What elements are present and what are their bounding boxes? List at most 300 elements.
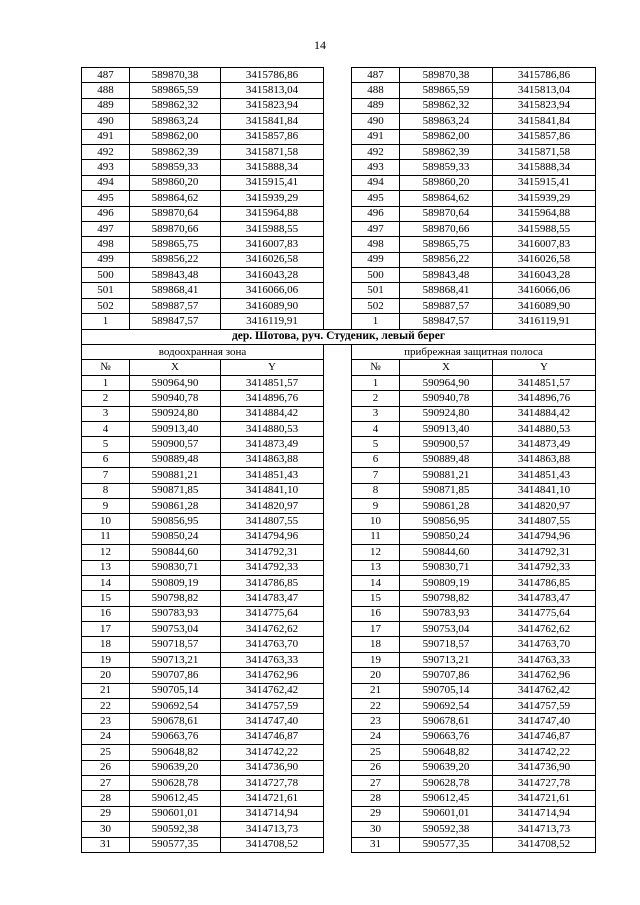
right-header-number: №	[352, 360, 400, 375]
column-gap	[324, 345, 352, 360]
column-gap	[324, 560, 352, 575]
left-number-cell: 18	[82, 637, 130, 652]
left-y-cell: 3414714,94	[221, 806, 324, 821]
table-row	[82, 622, 596, 637]
left-x-cell: 589870,38	[130, 68, 221, 83]
right-number-cell: 25	[352, 745, 400, 760]
right-x-cell: 590705,14	[400, 683, 493, 698]
left-x-cell: 589859,33	[130, 160, 221, 175]
column-gap	[324, 191, 352, 206]
left-y-cell: 3416043,28	[221, 268, 324, 283]
right-header-y: Y	[493, 360, 596, 375]
column-gap	[324, 637, 352, 652]
left-number-cell: 1	[82, 375, 130, 390]
table-row	[82, 406, 596, 421]
column-gap	[324, 68, 352, 83]
table-row	[82, 206, 596, 221]
left-x-cell: 590913,40	[130, 421, 221, 436]
table-row	[82, 837, 596, 852]
right-number-cell: 8	[352, 483, 400, 498]
table-row	[82, 806, 596, 821]
right-x-cell: 589860,20	[400, 175, 493, 190]
left-number-cell: 6	[82, 452, 130, 467]
left-number-cell: 1	[82, 314, 130, 329]
column-gap	[324, 83, 352, 98]
left-x-cell: 589870,64	[130, 206, 221, 221]
column-gap	[324, 529, 352, 544]
right-number-cell: 19	[352, 652, 400, 667]
column-gap	[324, 452, 352, 467]
right-x-cell: 590850,24	[400, 529, 493, 544]
right-x-cell: 590663,76	[400, 729, 493, 744]
section-header	[82, 329, 596, 375]
right-x-cell: 590798,82	[400, 591, 493, 606]
left-number-cell: 7	[82, 468, 130, 483]
right-number-cell: 10	[352, 514, 400, 529]
left-y-cell: 3415857,86	[221, 129, 324, 144]
right-y-cell: 3414746,87	[493, 729, 596, 744]
right-y-cell: 3414714,94	[493, 806, 596, 821]
right-x-cell: 589843,48	[400, 268, 493, 283]
right-number-cell: 24	[352, 729, 400, 744]
right-x-cell: 589887,57	[400, 298, 493, 313]
left-number-cell: 27	[82, 775, 130, 790]
right-x-cell: 590830,71	[400, 560, 493, 575]
left-y-cell: 3414736,90	[221, 760, 324, 775]
left-y-cell: 3416066,06	[221, 283, 324, 298]
table-row	[82, 637, 596, 652]
right-x-cell: 590900,57	[400, 437, 493, 452]
left-number-cell: 12	[82, 545, 130, 560]
column-gap	[324, 160, 352, 175]
left-x-cell: 589868,41	[130, 283, 221, 298]
column-gap	[324, 514, 352, 529]
left-y-cell: 3414762,62	[221, 622, 324, 637]
right-y-cell: 3414713,73	[493, 822, 596, 837]
left-number-cell: 15	[82, 591, 130, 606]
column-gap	[324, 314, 352, 329]
top-rows	[82, 68, 596, 330]
right-y-cell: 3414762,62	[493, 622, 596, 637]
right-y-cell: 3416026,58	[493, 252, 596, 267]
left-number-cell: 11	[82, 529, 130, 544]
right-x-cell: 590592,38	[400, 822, 493, 837]
left-header-x: X	[130, 360, 221, 375]
left-number-cell: 496	[82, 206, 130, 221]
table-row	[82, 129, 596, 144]
right-number-cell: 31	[352, 837, 400, 852]
column-gap	[324, 591, 352, 606]
left-number-cell: 2	[82, 391, 130, 406]
left-y-cell: 3414762,96	[221, 668, 324, 683]
right-y-cell: 3416119,91	[493, 314, 596, 329]
right-number-cell: 500	[352, 268, 400, 283]
left-y-cell: 3416007,83	[221, 237, 324, 252]
right-x-cell: 589859,33	[400, 160, 493, 175]
column-gap	[324, 421, 352, 436]
left-number-cell: 16	[82, 606, 130, 621]
column-gap	[324, 221, 352, 236]
left-x-cell: 589865,59	[130, 83, 221, 98]
left-x-cell: 589860,20	[130, 175, 221, 190]
right-number-cell: 495	[352, 191, 400, 206]
table-row	[82, 221, 596, 236]
column-gap	[324, 683, 352, 698]
left-y-cell: 3414757,59	[221, 699, 324, 714]
page-number: 14	[314, 38, 326, 52]
left-x-cell: 589870,66	[130, 221, 221, 236]
right-number-cell: 29	[352, 806, 400, 821]
right-x-cell: 590844,60	[400, 545, 493, 560]
left-y-cell: 3414742,22	[221, 745, 324, 760]
right-x-cell: 590871,85	[400, 483, 493, 498]
right-y-cell: 3414841,10	[493, 483, 596, 498]
left-y-cell: 3414747,40	[221, 714, 324, 729]
zone-row	[82, 345, 596, 360]
table-row	[82, 822, 596, 837]
left-x-cell: 589863,24	[130, 114, 221, 129]
right-zone-title: прибрежная защитная полоса	[352, 345, 596, 360]
left-number-cell: 502	[82, 298, 130, 313]
table-row	[82, 114, 596, 129]
right-x-cell: 589862,39	[400, 144, 493, 159]
left-y-cell: 3414762,42	[221, 683, 324, 698]
right-y-cell: 3414880,53	[493, 421, 596, 436]
left-x-cell: 590940,78	[130, 391, 221, 406]
table-row	[82, 760, 596, 775]
left-x-cell: 590663,76	[130, 729, 221, 744]
right-number-cell: 28	[352, 791, 400, 806]
left-number-cell: 29	[82, 806, 130, 821]
right-x-cell: 590753,04	[400, 622, 493, 637]
left-header-number: №	[82, 360, 130, 375]
left-y-cell: 3414763,33	[221, 652, 324, 667]
column-gap	[324, 252, 352, 267]
table-row	[82, 575, 596, 590]
left-y-cell: 3414746,87	[221, 729, 324, 744]
right-number-cell: 18	[352, 637, 400, 652]
left-y-cell: 3414884,42	[221, 406, 324, 421]
left-y-cell: 3415888,34	[221, 160, 324, 175]
column-gap	[324, 391, 352, 406]
left-y-cell: 3415988,55	[221, 221, 324, 236]
left-x-cell: 590592,38	[130, 822, 221, 837]
table-row	[82, 144, 596, 159]
left-x-cell: 590830,71	[130, 560, 221, 575]
right-x-cell: 589865,75	[400, 237, 493, 252]
right-number-cell: 497	[352, 221, 400, 236]
right-number-cell: 498	[352, 237, 400, 252]
table-row	[82, 498, 596, 513]
left-number-cell: 490	[82, 114, 130, 129]
right-y-cell: 3414763,33	[493, 652, 596, 667]
left-number-cell: 488	[82, 83, 130, 98]
table-row	[82, 252, 596, 267]
right-y-cell: 3414721,61	[493, 791, 596, 806]
left-x-cell: 589843,48	[130, 268, 221, 283]
left-number-cell: 497	[82, 221, 130, 236]
right-number-cell: 494	[352, 175, 400, 190]
left-y-cell: 3414794,96	[221, 529, 324, 544]
left-x-cell: 590639,20	[130, 760, 221, 775]
left-x-cell: 590692,54	[130, 699, 221, 714]
right-y-cell: 3415871,58	[493, 144, 596, 159]
right-x-cell: 590913,40	[400, 421, 493, 436]
left-x-cell: 590850,24	[130, 529, 221, 544]
right-y-cell: 3415915,41	[493, 175, 596, 190]
left-x-cell: 590798,82	[130, 591, 221, 606]
left-x-cell: 590924,80	[130, 406, 221, 421]
left-number-cell: 487	[82, 68, 130, 83]
table-row	[82, 483, 596, 498]
right-x-cell: 590612,45	[400, 791, 493, 806]
table-row	[82, 314, 596, 329]
right-number-cell: 493	[352, 160, 400, 175]
column-gap	[324, 98, 352, 113]
right-number-cell: 5	[352, 437, 400, 452]
right-x-cell: 589862,32	[400, 98, 493, 113]
table-row	[82, 175, 596, 190]
right-x-cell: 590809,19	[400, 575, 493, 590]
table-row	[82, 83, 596, 98]
left-y-cell: 3414786,85	[221, 575, 324, 590]
right-y-cell: 3416089,90	[493, 298, 596, 313]
table-row	[82, 699, 596, 714]
left-y-cell: 3414763,70	[221, 637, 324, 652]
left-x-cell: 590713,21	[130, 652, 221, 667]
column-gap	[324, 406, 352, 421]
right-x-cell: 590601,01	[400, 806, 493, 821]
left-y-cell: 3414896,76	[221, 391, 324, 406]
right-y-cell: 3415939,29	[493, 191, 596, 206]
table-row	[82, 283, 596, 298]
right-x-cell: 589863,24	[400, 114, 493, 129]
left-y-cell: 3414873,49	[221, 437, 324, 452]
right-number-cell: 12	[352, 545, 400, 560]
right-number-cell: 487	[352, 68, 400, 83]
column-gap	[324, 483, 352, 498]
column-gap	[324, 606, 352, 621]
left-y-cell: 3414851,57	[221, 375, 324, 390]
left-x-cell: 590678,61	[130, 714, 221, 729]
left-x-cell: 590871,85	[130, 483, 221, 498]
right-y-cell: 3414727,78	[493, 775, 596, 790]
left-y-cell: 3415871,58	[221, 144, 324, 159]
left-number-cell: 492	[82, 144, 130, 159]
column-gap	[324, 806, 352, 821]
right-number-cell: 496	[352, 206, 400, 221]
left-number-cell: 28	[82, 791, 130, 806]
column-gap	[324, 837, 352, 852]
right-y-cell: 3414708,52	[493, 837, 596, 852]
right-x-cell: 590628,78	[400, 775, 493, 790]
table-row	[82, 298, 596, 313]
right-x-cell: 589862,00	[400, 129, 493, 144]
left-y-cell: 3415786,86	[221, 68, 324, 83]
right-y-cell: 3415964,88	[493, 206, 596, 221]
table-row	[82, 160, 596, 175]
right-y-cell: 3414820,97	[493, 498, 596, 513]
right-y-cell: 3414794,96	[493, 529, 596, 544]
right-x-cell: 590648,82	[400, 745, 493, 760]
left-number-cell: 13	[82, 560, 130, 575]
left-y-cell: 3414721,61	[221, 791, 324, 806]
right-x-cell: 589856,22	[400, 252, 493, 267]
left-number-cell: 501	[82, 283, 130, 298]
table-row	[82, 775, 596, 790]
column-gap	[324, 375, 352, 390]
right-y-cell: 3415988,55	[493, 221, 596, 236]
left-x-cell: 590707,86	[130, 668, 221, 683]
left-x-cell: 590889,48	[130, 452, 221, 467]
right-y-cell: 3414763,70	[493, 637, 596, 652]
left-x-cell: 589862,39	[130, 144, 221, 159]
left-x-cell: 590900,57	[130, 437, 221, 452]
right-y-cell: 3416007,83	[493, 237, 596, 252]
left-y-cell: 3414783,47	[221, 591, 324, 606]
left-number-cell: 20	[82, 668, 130, 683]
column-gap	[324, 652, 352, 667]
left-x-cell: 590628,78	[130, 775, 221, 790]
right-number-cell: 3	[352, 406, 400, 421]
column-gap	[324, 822, 352, 837]
column-gap	[324, 791, 352, 806]
left-number-cell: 26	[82, 760, 130, 775]
table-row	[82, 98, 596, 113]
right-x-cell: 590707,86	[400, 668, 493, 683]
left-y-cell: 3415813,04	[221, 83, 324, 98]
right-number-cell: 499	[352, 252, 400, 267]
table-row	[82, 391, 596, 406]
left-x-cell: 590648,82	[130, 745, 221, 760]
left-y-cell: 3414880,53	[221, 421, 324, 436]
right-number-cell: 27	[352, 775, 400, 790]
coordinates-table	[81, 67, 596, 853]
right-number-cell: 11	[352, 529, 400, 544]
right-y-cell: 3414884,42	[493, 406, 596, 421]
column-gap	[324, 468, 352, 483]
left-y-cell: 3415915,41	[221, 175, 324, 190]
column-gap	[324, 175, 352, 190]
right-y-cell: 3414786,85	[493, 575, 596, 590]
left-number-cell: 3	[82, 406, 130, 421]
column-gap	[324, 575, 352, 590]
right-x-cell: 590713,21	[400, 652, 493, 667]
table-row	[82, 421, 596, 436]
left-y-cell: 3414792,31	[221, 545, 324, 560]
table-row	[82, 791, 596, 806]
left-x-cell: 589865,75	[130, 237, 221, 252]
left-x-cell: 590861,28	[130, 498, 221, 513]
right-number-cell: 490	[352, 114, 400, 129]
column-gap	[324, 360, 352, 375]
right-y-cell: 3415888,34	[493, 160, 596, 175]
column-gap	[324, 729, 352, 744]
right-y-cell: 3414896,76	[493, 391, 596, 406]
right-number-cell: 15	[352, 591, 400, 606]
left-number-cell: 24	[82, 729, 130, 744]
right-number-cell: 30	[352, 822, 400, 837]
right-y-cell: 3414792,33	[493, 560, 596, 575]
table-row	[82, 591, 596, 606]
right-x-cell: 590924,80	[400, 406, 493, 421]
left-y-cell: 3415841,84	[221, 114, 324, 129]
left-x-cell: 589847,57	[130, 314, 221, 329]
left-number-cell: 25	[82, 745, 130, 760]
column-gap	[324, 714, 352, 729]
left-x-cell: 590577,35	[130, 837, 221, 852]
left-y-cell: 3416089,90	[221, 298, 324, 313]
left-y-cell: 3414841,10	[221, 483, 324, 498]
right-x-cell: 589864,62	[400, 191, 493, 206]
table-row	[82, 668, 596, 683]
right-x-cell: 590881,21	[400, 468, 493, 483]
right-number-cell: 501	[352, 283, 400, 298]
right-y-cell: 3414736,90	[493, 760, 596, 775]
right-number-cell: 1	[352, 314, 400, 329]
right-number-cell: 1	[352, 375, 400, 390]
left-y-cell: 3414713,73	[221, 822, 324, 837]
right-y-cell: 3415813,04	[493, 83, 596, 98]
right-number-cell: 2	[352, 391, 400, 406]
column-gap	[324, 668, 352, 683]
column-gap	[324, 745, 352, 760]
table-row	[82, 468, 596, 483]
table-row	[82, 745, 596, 760]
left-x-cell: 589862,32	[130, 98, 221, 113]
bottom-rows	[82, 375, 596, 852]
right-x-cell: 589870,66	[400, 221, 493, 236]
left-number-cell: 500	[82, 268, 130, 283]
column-gap	[324, 283, 352, 298]
left-x-cell: 590856,95	[130, 514, 221, 529]
right-x-cell: 590856,95	[400, 514, 493, 529]
left-x-cell: 590612,45	[130, 791, 221, 806]
right-number-cell: 6	[352, 452, 400, 467]
left-y-cell: 3415823,94	[221, 98, 324, 113]
left-y-cell: 3414792,33	[221, 560, 324, 575]
right-number-cell: 9	[352, 498, 400, 513]
right-x-cell: 589868,41	[400, 283, 493, 298]
table-row	[82, 237, 596, 252]
table-row	[82, 714, 596, 729]
right-x-cell: 590783,93	[400, 606, 493, 621]
right-number-cell: 26	[352, 760, 400, 775]
table-row	[82, 514, 596, 529]
column-gap	[324, 129, 352, 144]
right-number-cell: 491	[352, 129, 400, 144]
left-number-cell: 493	[82, 160, 130, 175]
section-title: дер. Шотова, руч. Студеник, левый берег	[82, 329, 596, 344]
left-number-cell: 30	[82, 822, 130, 837]
left-number-cell: 31	[82, 837, 130, 852]
table-row	[82, 452, 596, 467]
right-number-cell: 14	[352, 575, 400, 590]
right-x-cell: 589870,38	[400, 68, 493, 83]
right-y-cell: 3416043,28	[493, 268, 596, 283]
right-y-cell: 3415841,84	[493, 114, 596, 129]
right-y-cell: 3414807,55	[493, 514, 596, 529]
table-row	[82, 268, 596, 283]
right-x-cell: 590577,35	[400, 837, 493, 852]
column-gap	[324, 206, 352, 221]
right-x-cell: 589847,57	[400, 314, 493, 329]
section-title-row	[82, 329, 596, 344]
column-gap	[324, 298, 352, 313]
left-zone-title: водоохранная зона	[82, 345, 324, 360]
left-y-cell: 3415939,29	[221, 191, 324, 206]
right-y-cell: 3414873,49	[493, 437, 596, 452]
